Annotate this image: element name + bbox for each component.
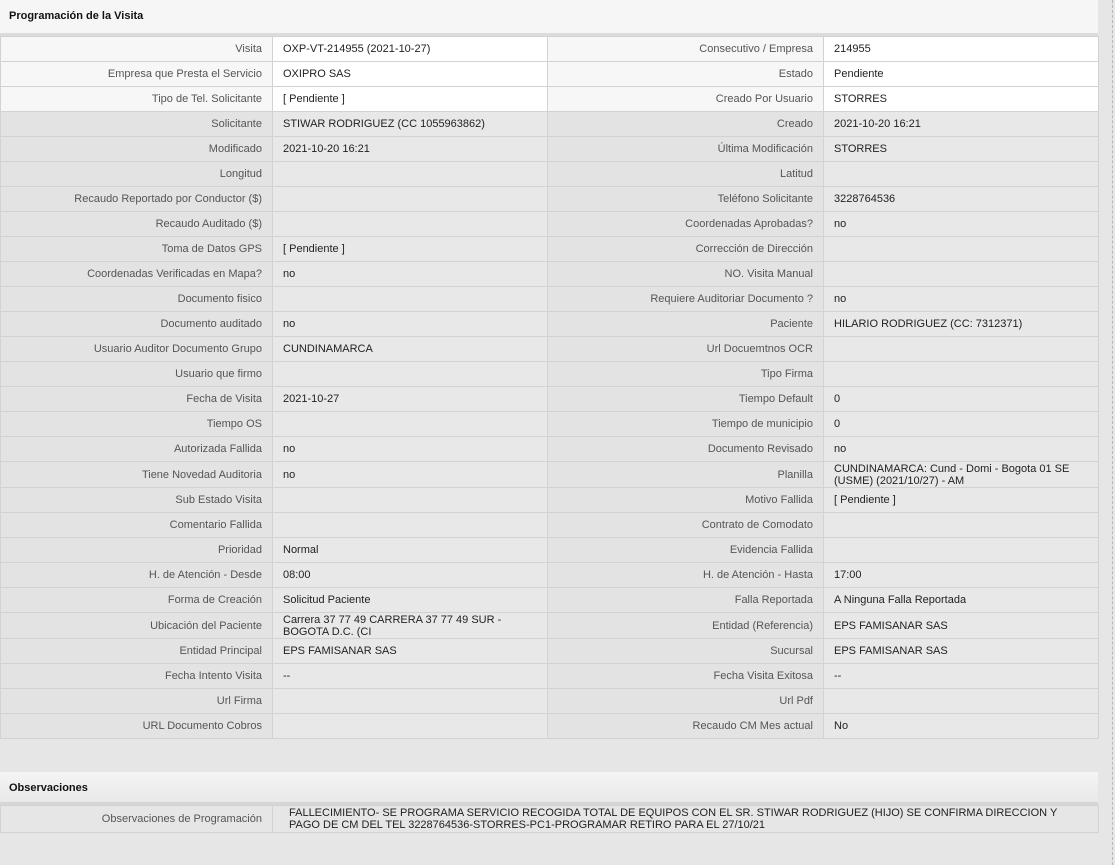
field-label: Recaudo CM Mes actual — [548, 714, 824, 739]
field-value: HILARIO RODRIGUEZ (CC: 7312371) — [824, 312, 1099, 337]
field-value: 3228764536 — [824, 187, 1099, 212]
observaciones-label: Observaciones de Programación — [1, 806, 273, 833]
field-label: Fecha Visita Exitosa — [548, 664, 824, 689]
field-value: 17:00 — [824, 563, 1099, 588]
field-value: 2021-10-20 16:21 — [273, 137, 548, 162]
observaciones-table — [0, 805, 1099, 833]
field-value: no — [273, 312, 548, 337]
field-label: Recaudo Reportado por Conductor ($) — [1, 187, 273, 212]
field-label: Requiere Auditoriar Documento ? — [548, 287, 824, 312]
field-value: no — [824, 212, 1099, 237]
field-label: Modificado — [1, 137, 273, 162]
field-label: Teléfono Solicitante — [548, 187, 824, 212]
field-label: Url Pdf — [548, 689, 824, 714]
field-value: no — [273, 262, 548, 287]
field-label: Recaudo Auditado ($) — [1, 212, 273, 237]
field-label: Consecutivo / Empresa — [548, 37, 824, 62]
detail-row — [1, 714, 1099, 739]
field-value: STORRES — [824, 87, 1099, 112]
field-value: Solicitud Paciente — [273, 588, 548, 613]
field-value — [273, 488, 548, 513]
field-label: Coordenadas Verificadas en Mapa? — [1, 262, 273, 287]
field-label: Sucursal — [548, 639, 824, 664]
field-value: A Ninguna Falla Reportada — [824, 588, 1099, 613]
field-value: [ Pendiente ] — [824, 488, 1099, 513]
field-value: 0 — [824, 387, 1099, 412]
field-label: H. de Atención - Desde — [1, 563, 273, 588]
field-label: Usuario Auditor Documento Grupo — [1, 337, 273, 362]
field-label: Url Docuemtnos OCR — [548, 337, 824, 362]
detail-row — [1, 362, 1099, 387]
detail-row — [1, 588, 1099, 613]
field-label: Tipo Firma — [548, 362, 824, 387]
field-value — [273, 287, 548, 312]
field-value — [824, 513, 1099, 538]
field-value — [824, 262, 1099, 287]
observaciones-row — [1, 806, 1099, 833]
field-value: no — [824, 437, 1099, 462]
field-value: no — [273, 462, 548, 488]
field-value: EPS FAMISANAR SAS — [273, 639, 548, 664]
field-value — [824, 162, 1099, 187]
field-value — [273, 513, 548, 538]
field-value — [273, 162, 548, 187]
detail-row — [1, 262, 1099, 287]
field-label: Usuario que firmo — [1, 362, 273, 387]
field-value: EPS FAMISANAR SAS — [824, 613, 1099, 639]
detail-row — [1, 337, 1099, 362]
field-label: Url Firma — [1, 689, 273, 714]
detail-row — [1, 112, 1099, 137]
detail-row — [1, 387, 1099, 412]
field-label: Tiempo Default — [548, 387, 824, 412]
field-label: Tiempo OS — [1, 412, 273, 437]
field-value — [824, 337, 1099, 362]
field-value: STORRES — [824, 137, 1099, 162]
field-label: Fecha Intento Visita — [1, 664, 273, 689]
field-label: Creado Por Usuario — [548, 87, 824, 112]
field-label: Longitud — [1, 162, 273, 187]
field-value: STIWAR RODRIGUEZ (CC 1055963862) — [273, 112, 548, 137]
field-label: Estado — [548, 62, 824, 87]
field-value: 2021-10-27 — [273, 387, 548, 412]
field-label: H. de Atención - Hasta — [548, 563, 824, 588]
field-label: Documento Revisado — [548, 437, 824, 462]
observaciones-value: FALLECIMIENTO- SE PROGRAMA SERVICIO RECOGIDA TOTAL DE EQUIPOS CON EL SR. STIWAR RODRIGUEZ (HIJO) SE CONFIRMA DIRECCION Y PAGO DE CM DEL TEL 3228764536-STORRES-PC1-PROGRAMAR RETIRO PARA EL 27/10/21 — [273, 806, 1099, 833]
field-value: 214955 — [824, 37, 1099, 62]
visit-details-table — [0, 36, 1099, 739]
field-value: [ Pendiente ] — [273, 87, 548, 112]
field-value — [273, 689, 548, 714]
field-label: Entidad (Referencia) — [548, 613, 824, 639]
field-label: Motivo Fallida — [548, 488, 824, 513]
detail-row — [1, 563, 1099, 588]
field-label: Sub Estado Visita — [1, 488, 273, 513]
field-label: Planilla — [548, 462, 824, 488]
field-value: -- — [824, 664, 1099, 689]
detail-row — [1, 62, 1099, 87]
detail-row — [1, 137, 1099, 162]
detail-row — [1, 87, 1099, 112]
field-label: Tipo de Tel. Solicitante — [1, 87, 273, 112]
field-label: Corrección de Dirección — [548, 237, 824, 262]
field-label: Evidencia Fallida — [548, 538, 824, 563]
detail-row — [1, 488, 1099, 513]
detail-row — [1, 237, 1099, 262]
field-value: 2021-10-20 16:21 — [824, 112, 1099, 137]
detail-row — [1, 412, 1099, 437]
field-value: Pendiente — [824, 62, 1099, 87]
field-label: Tiempo de municipio — [548, 412, 824, 437]
detail-row — [1, 538, 1099, 563]
field-value: EPS FAMISANAR SAS — [824, 639, 1099, 664]
detail-row — [1, 613, 1099, 639]
field-label: Solicitante — [1, 112, 273, 137]
field-label: Prioridad — [1, 538, 273, 563]
field-value — [273, 714, 548, 739]
field-value: no — [824, 287, 1099, 312]
field-value — [273, 187, 548, 212]
field-value: OXP-VT-214955 (2021-10-27) — [273, 37, 548, 62]
field-label: Última Modificación — [548, 137, 824, 162]
detail-row — [1, 212, 1099, 237]
field-value: Carrera 37 77 49 CARRERA 37 77 49 SUR - BOGOTA D.C. (CI — [273, 613, 548, 639]
field-label: Entidad Principal — [1, 639, 273, 664]
field-value: 0 — [824, 412, 1099, 437]
field-value — [273, 362, 548, 387]
section-title: Programación de la Visita — [0, 0, 1098, 36]
detail-row — [1, 689, 1099, 714]
field-value: [ Pendiente ] — [273, 237, 548, 262]
field-label: Empresa que Presta el Servicio — [1, 62, 273, 87]
field-value: CUNDINAMARCA: Cund - Domi - Bogota 01 SE (USME) (2021/10/27) - AM — [824, 462, 1099, 488]
field-label: Toma de Datos GPS — [1, 237, 273, 262]
field-label: Tiene Novedad Auditoria — [1, 462, 273, 488]
field-label: NO. Visita Manual — [548, 262, 824, 287]
field-label: Coordenadas Aprobadas? — [548, 212, 824, 237]
field-label: Autorizada Fallida — [1, 437, 273, 462]
field-label: Falla Reportada — [548, 588, 824, 613]
field-label: URL Documento Cobros — [1, 714, 273, 739]
field-label: Paciente — [548, 312, 824, 337]
field-label: Documento auditado — [1, 312, 273, 337]
field-value: No — [824, 714, 1099, 739]
field-label: Visita — [1, 37, 273, 62]
resize-edge — [1112, 0, 1113, 865]
detail-row — [1, 513, 1099, 538]
field-value — [824, 362, 1099, 387]
field-label: Latitud — [548, 162, 824, 187]
field-label: Contrato de Comodato — [548, 513, 824, 538]
field-label: Creado — [548, 112, 824, 137]
detail-row — [1, 287, 1099, 312]
field-label: Comentario Fallida — [1, 513, 273, 538]
field-value — [824, 237, 1099, 262]
detail-row — [1, 664, 1099, 689]
detail-row — [1, 37, 1099, 62]
field-value — [824, 538, 1099, 563]
detail-row — [1, 437, 1099, 462]
field-value: OXIPRO SAS — [273, 62, 548, 87]
field-value — [824, 689, 1099, 714]
field-value: 08:00 — [273, 563, 548, 588]
field-value: Normal — [273, 538, 548, 563]
field-label: Ubicación del Paciente — [1, 613, 273, 639]
field-value: CUNDINAMARCA — [273, 337, 548, 362]
observaciones-title: Observaciones — [0, 772, 1098, 805]
field-label: Documento fisico — [1, 287, 273, 312]
detail-row — [1, 312, 1099, 337]
field-label: Forma de Creación — [1, 588, 273, 613]
detail-row — [1, 162, 1099, 187]
detail-row — [1, 187, 1099, 212]
field-label: Fecha de Visita — [1, 387, 273, 412]
field-value — [273, 212, 548, 237]
field-value: no — [273, 437, 548, 462]
detail-row — [1, 639, 1099, 664]
field-value — [273, 412, 548, 437]
field-value: -- — [273, 664, 548, 689]
detail-row — [1, 462, 1099, 488]
